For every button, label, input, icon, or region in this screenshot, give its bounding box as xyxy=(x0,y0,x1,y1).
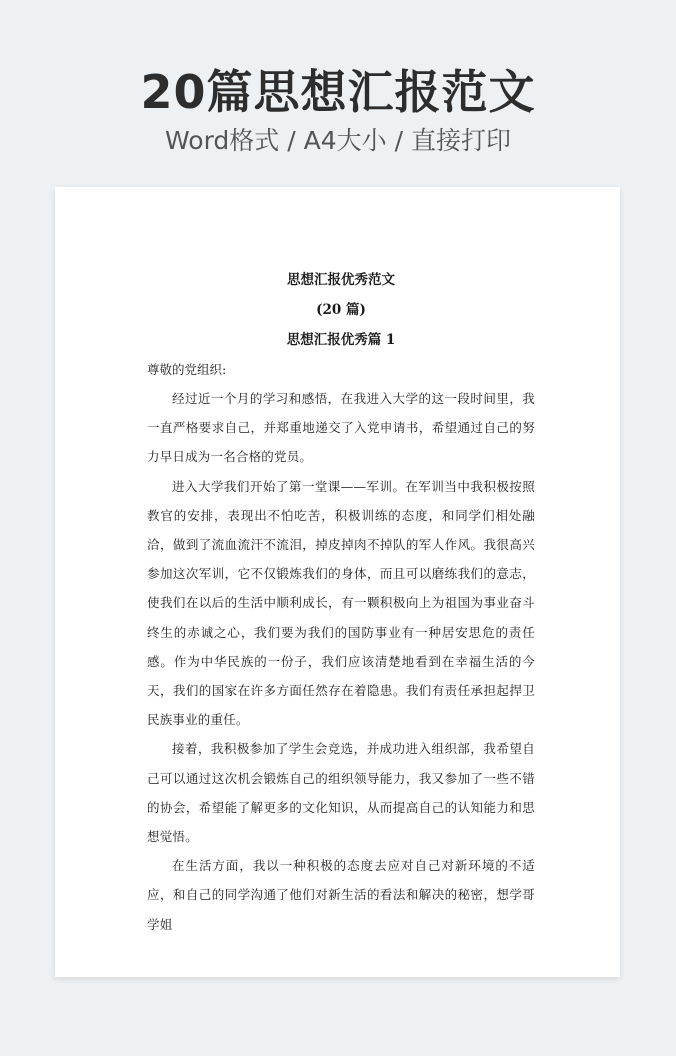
page-header xyxy=(0,62,676,158)
document-body xyxy=(147,265,535,939)
paragraph: 接着，我积极参加了学生会竞选，并成功进入组织部，我希望自己可以通过这次机会锻炼自己的组织领导能力，我又参加了一些不错的协会，希望能了解更多的文化知识，从而提高自己的认知能力和思想觉悟。 xyxy=(147,741,535,845)
paragraph: 经过近一个月的学习和感悟，在我进入大学的这一段时间里，我一直严格要求自己，并郑重地递交了入党申请书，希望通过自己的努力早日成为一名合格的党员。 xyxy=(147,391,535,465)
salutation: 尊敬的党组织: xyxy=(147,362,227,377)
paragraph: 在生活方面，我以一种积极的态度去应对自己对新环境的不适应，和自己的同学沟通了他们对新生活的看法和解决的秘密，想学哥学姐 xyxy=(147,858,535,932)
paragraph: 进入大学我们开始了第一堂课——军训。在军训当中我积极按照教官的安排，表现出不怕吃苦，积极训练的态度，和同学们相处融洽，做到了流血流汗不流泪，掉皮掉肉不掉队的军人作风。我很高兴参加这次军训，它不仅锻炼我们的身体，而且可以磨练我们的意志，使我们在以后的生活中顺利成长，有一颗积极向上为祖国为事业奋斗终生的赤诚之心，我们要为我们的国防事业有一种居安思危的责任感。作为中华民族的一份子，我们应该清楚地看到在幸福生活的今天，我们的国家在许多方面任然存在着隐患。我们有责任承担起捍卫民族事业的重任。 xyxy=(147,478,535,728)
document-preview-page xyxy=(55,187,620,977)
page-subtitle: Word格式 / A4大小 / 直接打印 xyxy=(165,126,511,155)
document-count: (20 篇) xyxy=(316,302,366,318)
document-title: 思想汇报优秀范文 xyxy=(287,272,395,288)
page-title: 20篇思想汇报范文 xyxy=(140,65,536,119)
section-title: 思想汇报优秀篇 1 xyxy=(286,332,396,348)
